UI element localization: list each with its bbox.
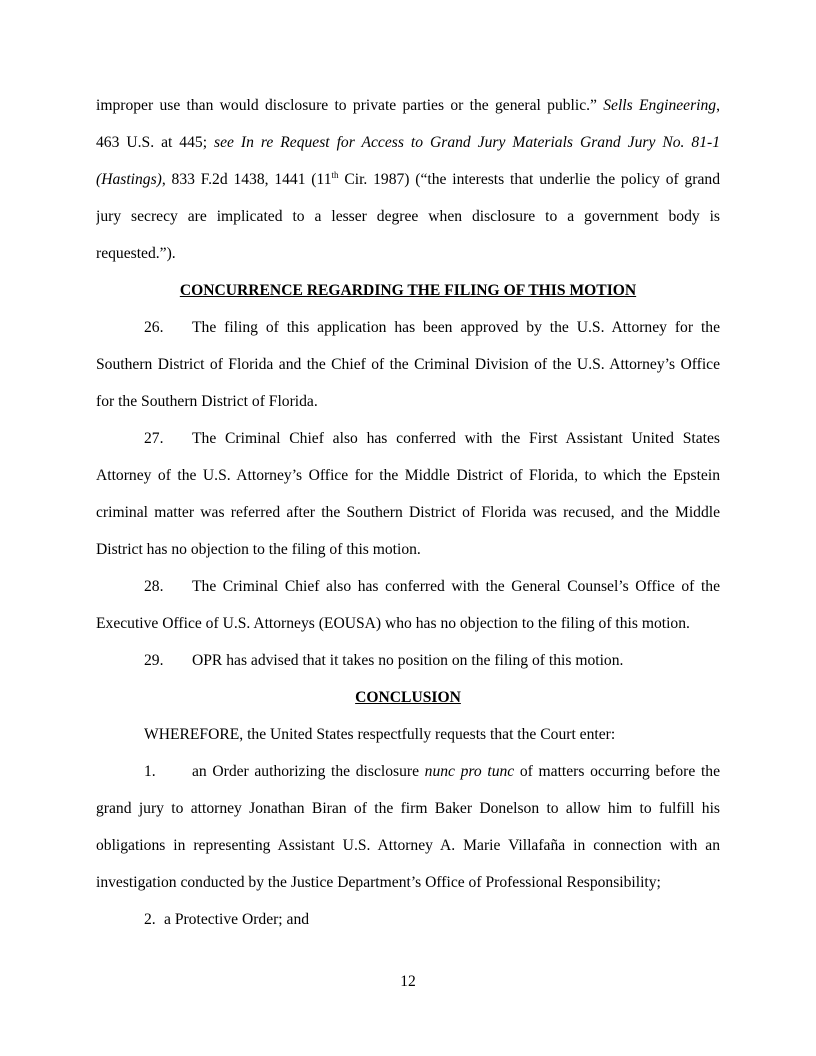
text-line: Southern District of Florida and the Chief of the Criminal Division of the U.S. Attorney’s Office: [96, 356, 720, 373]
page-number: 12: [400, 973, 416, 990]
text-line: for the Southern District of Florida.: [96, 393, 318, 410]
section-heading-concurrence: CONCURRENCE REGARDING THE FILING OF THIS MOTION: [179, 282, 637, 299]
paragraph-29: 29. OPR has advised that it takes no position on the filing of this motion.: [96, 642, 720, 679]
text-line: criminal matter was referred after the Southern District of Florida was recused, and the Middle: [96, 504, 720, 521]
item-number: 2.: [144, 911, 156, 928]
paragraph-number: 27.: [144, 430, 164, 447]
paragraph-27: 27. The Criminal Chief also has conferred with the First Assistant United States: [96, 420, 720, 457]
wherefore-clause: WHEREFORE, the United States respectfully requests that the Court enter:: [144, 726, 616, 743]
case-citation: Sells Engineering: [603, 97, 717, 114]
text-line: requested.”).: [96, 245, 176, 262]
text-line: District has no objection to the filing of this motion.: [96, 541, 421, 558]
case-citation: (Hastings): [96, 171, 162, 188]
text-line: investigation conducted by the Justice Department’s Office of Professional Responsibility;: [96, 874, 661, 891]
section-heading-conclusion: CONCLUSION: [355, 689, 461, 706]
case-citation: see In re Request for Access to Grand Jury Materials Grand Jury No. 81-1: [214, 134, 720, 151]
paragraph-28: 28. The Criminal Chief also has conferred with the General Counsel’s Office of the: [96, 568, 720, 605]
paragraph-number: 26.: [144, 319, 164, 336]
document-body: [96, 87, 720, 938]
item-number: 1.: [144, 763, 156, 780]
text-line: (Hastings), 833 F.2d 1438, 1441 (11th Cir. 1987) (“the interests that underlie the policy of grand: [96, 169, 720, 188]
text-line: obligations in representing Assistant U.S. Attorney A. Marie Villafaña in connection with an: [96, 837, 720, 854]
paragraph-number: 29.: [144, 652, 164, 669]
text-line: Executive Office of U.S. Attorneys (EOUSA) who has no objection to the filing of this motion.: [96, 615, 690, 632]
text-line: Attorney of the U.S. Attorney’s Office for the Middle District of Florida, to which the Epstein: [96, 467, 720, 484]
request-item-1: 1. an Order authorizing the disclosure nunc pro tunc of matters occurring before the: [96, 753, 720, 790]
text-line: jury secrecy are implicated to a lesser degree when disclosure to a government body is: [96, 208, 720, 225]
text-line: grand jury to attorney Jonathan Biran of the firm Baker Donelson to allow him to fulfill his: [96, 800, 720, 817]
request-item-2: 2. a Protective Order; and: [96, 901, 720, 938]
text-line: improper use than would disclosure to private parties or the general public.” Sells Engineering,: [96, 97, 720, 114]
paragraph-26: 26. The filing of this application has been approved by the U.S. Attorney for the: [96, 309, 720, 346]
text-line: 463 U.S. at 445; see In re Request for Access to Grand Jury Materials Grand Jury No. 81-1: [96, 134, 720, 151]
paragraph-number: 28.: [144, 578, 164, 595]
latin-phrase: nunc pro tunc: [424, 763, 515, 780]
